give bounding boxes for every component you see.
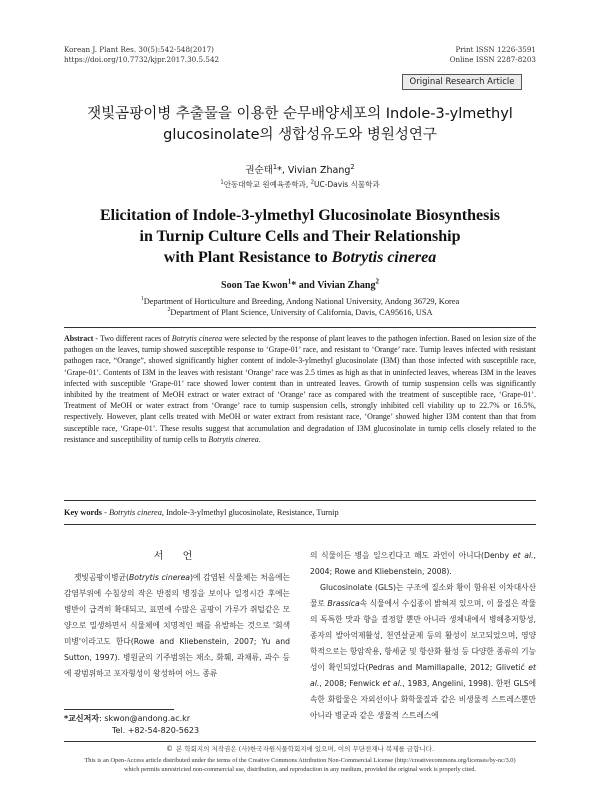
keywords-species: Botrytis cinerea (108, 508, 162, 517)
body-left-species: Botrytis cinerea (128, 573, 191, 582)
affil-en-sup-1: 1 (140, 296, 144, 303)
abstract (64, 333, 536, 445)
korean-affiliations (0, 179, 600, 190)
korean-title-line-1: 잿빛곰팡이병 추출물을 이용한 순무배양세포의 Indole-3-ylmethyl (87, 106, 513, 122)
copyright-rule (64, 741, 536, 742)
keywords (64, 508, 339, 517)
online-issn: Online ISSN 2287-8203 (449, 55, 536, 64)
body-right-text-1: 의 식물이든 병을 일으킨다고 해도 과언이 아니다(Denby (310, 551, 513, 560)
affil-kr-2: UC-Davis 식물학과 (313, 180, 380, 189)
affil-kr-sup-2: 2 (310, 179, 314, 186)
keywords-label: Key words (64, 508, 103, 517)
author-2-en-sup: 2 (375, 277, 379, 286)
author-2-kr: Vivian Zhang (287, 165, 351, 176)
author-1-en-sup: 1 (287, 277, 292, 286)
body-right-paragraph-2 (310, 580, 536, 724)
copyright-icon: © (165, 745, 173, 753)
author-conjunction: and (296, 280, 318, 291)
abstract-text-1: Two different races of (99, 334, 172, 343)
abstract-dash: - (93, 334, 100, 343)
abstract-end: . (258, 434, 261, 444)
keywords-bottom-rule (64, 524, 536, 525)
abstract-text-2: were selected by the response of plant leaves to the pathogen infection. Based on lesion size of the pathogen on the leaves, turnip showed susceptible response to ‘Grape-01’ race, and resistant to ‘Orange’ race. Turnip leaves infected with resistant pathogen race, “Orange”, showed significantly higher content of indole-3-ylmethyl glucosinolate (I3M) than those infected with susceptible race, ‘Grape-01’. Contents of I3M in the leaves with resistant ‘Orange’ race was 2.5 times as high as that in uninfected leaves, whereas I3M in the leaves infected with susceptible ‘Grape-01’ race showed lower content than in untreated leaves. Growth of turnip suspension cells was significantly inhibited by the treatment of MeOH extract or water extract of ‘Orange’ race as compared with the treatment of susceptible race, ‘Grape-01’. Treatment of MeOH or water extract from ‘Orange’ race to turnip suspension cells, strongly inhibited cell viability up to 22.7% or 16.5%, respectively. However, plant cells treated with MeOH or water extract from resistant race, ‘Orange’ showed higher I3M content than that from susceptible race, ‘Grape-01’. These results suggest that accumulation and degradation of I3M glucosinolate in turnip cells closely related to the resistance and susceptibility of turnip cells to (64, 334, 536, 444)
english-title-line-1: Elicitation of Indole-3-ylmethyl Glucosinolate Biosynthesis (99, 207, 500, 224)
journal-header-left (64, 45, 219, 65)
license-line-2: which permits unrestricted non-commercial use, distribution, and reproduction in any medium, provided the original work is properly cited. (123, 765, 476, 773)
affil-en-line-1 (0, 296, 600, 307)
affil-en-1: Department of Horticulture and Breeding, Andong National University, Andong 36729, Korea (143, 297, 460, 306)
body-right-paragraph-1 (310, 548, 536, 580)
print-issn: Print ISSN 1226-3591 (455, 45, 536, 54)
body-right-etal-1: et al. (512, 551, 534, 560)
body-right-text-2: , 2004; Rowe and Kliebenstein, 2008). (310, 551, 536, 576)
keywords-rest: , Indole-3-ylmethyl glucosinolate, Resistance, Turnip (161, 508, 339, 517)
author-1-kr-sup: 1 (272, 162, 278, 171)
affil-en-line-2 (0, 307, 600, 318)
english-title (40, 205, 560, 268)
license-notice (30, 757, 570, 774)
body-right-etal-2: et al. (310, 663, 536, 688)
body-right-genus: Brassica (327, 599, 360, 608)
footnote-email-line (64, 713, 199, 725)
journal-citation: Korean J. Plant Res. 30(5):542-548(2017) (64, 45, 214, 54)
korean-authors (0, 162, 600, 176)
corresponding-star: * (277, 165, 282, 176)
author-2-en: Vivian Zhang (317, 280, 376, 291)
journal-header-right (450, 45, 536, 65)
author-2-kr-sup: 2 (350, 162, 355, 171)
affil-en-2: Department of Plant Science, University of California, Davis, CA95616, USA (170, 308, 433, 317)
doi-link[interactable]: https://doi.org/10.7732/kjpr.2017.30.5.542 (64, 55, 220, 64)
body-left-text-1: 잿빛곰팡이병균( (74, 573, 129, 582)
body-right-text-6: , 1983, Angelini, 1998). 한편 GLS에 속한 화합물은 자외선이나 화학물질과 같은 비생물적 스트레스뿐만 아니라 병균과 같은 생물적 스트레스에 (310, 679, 536, 720)
author-1-kr: 권순태 (245, 165, 273, 176)
english-affiliations (0, 296, 600, 318)
affil-kr-1: 안동대학교 원예육종학과, (223, 180, 311, 189)
section-heading: 서 언 (153, 551, 201, 562)
footnote-label: *교신저자 (64, 714, 100, 723)
body-column-left (64, 570, 290, 682)
body-right-text-4: 속 식물에서 수십종이 밝혀져 있으며, 이 물질은 작물의 독특한 맛과 향을 결정할 뿐만 아니라 생체내에서 병해충저항성, 종자의 발아억제활성, 천연살균제 등의 활성이 보고되었으며, 영양학적으로는 항암작용, 항세균 및 항산화 활성 등 다양한 종류의 기능성이 확인되었다(Pedras and Mamillapalle, 2012; Glivetić (310, 599, 537, 672)
footnote-rule (64, 709, 174, 710)
body-right-text-3: Glucosinolate (GLS)는 구조에 질소와 황이 함유된 이차대사산물로 (310, 583, 536, 608)
english-title-species: Botrytis cinerea (331, 249, 437, 266)
keywords-top-rule (64, 500, 536, 501)
abstract-label: Abstract (64, 334, 94, 343)
english-title-line-2: in Turnip Culture Cells and Their Relationship (139, 228, 461, 245)
corresponding-star-en: * (291, 280, 297, 291)
abstract-top-rule (64, 327, 536, 328)
body-right-text-5: , 2008; Fenwick (319, 679, 383, 688)
english-title-line-3-text: with Plant Resistance to (163, 249, 332, 266)
affil-en-sup-2: 2 (167, 307, 171, 314)
korean-title-line-2: glucosinolate의 생합성유도와 병원성연구 (163, 127, 437, 143)
affil-kr-sup-1: 1 (220, 179, 224, 186)
footnote-email[interactable]: : skwon@andong.ac.kr (99, 714, 191, 723)
footnote-tel: Tel. +82-54-820-5623 (112, 726, 200, 735)
english-title-line-3 (40, 247, 560, 268)
corresponding-author-footnote (64, 713, 199, 737)
copyright-notice (0, 744, 600, 753)
abstract-species-1: Botrytis cinerea (171, 334, 223, 343)
korean-title (40, 104, 560, 146)
body-column-right (310, 548, 536, 724)
license-line-1: This is an Open-Access article distributed under the terms of the Creative Commons Attribution Non-Commercial License (http://creativecommons.org/licenses/by-nc/3.0) (84, 757, 516, 764)
copyright-text: 본 학회지의 저작권은 (사)한국자원식물학회지에 있으며, 이의 무단전재나 복제를 금합니다. (175, 745, 435, 753)
abstract-species-2: Botrytis cinerea (208, 434, 259, 444)
keywords-dash: - (102, 508, 109, 517)
author-separator: , (281, 165, 288, 176)
article-type-badge: Original Research Article (402, 74, 522, 90)
body-right-etal-3: et al. (382, 679, 403, 688)
author-1-en: Soon Tae Kwon (221, 280, 288, 291)
body-left-paragraph (64, 570, 290, 682)
english-authors (0, 277, 600, 291)
body-left-text-2: )에 감염된 식물체는 처음에는 감염부위에 수침상의 작은 반점의 병징을 보이나 일정시간 후에는 병반이 급격히 확대되고, 표면에 수많은 곰팡이 가루가 쥐털같은 모양으로 밀생하면서 식물체에 치명적인 해를 유발하는 것으로 '회색미병'이라고도 한다(Rowe and Kliebenstein, 2007; Yu and Sutton, 1997). 병원균의 기주범위는 채소, 화훼, 과채류, 과수 등에 광범위하고 포자형성이 왕성하여 어느 종류 (64, 573, 290, 678)
